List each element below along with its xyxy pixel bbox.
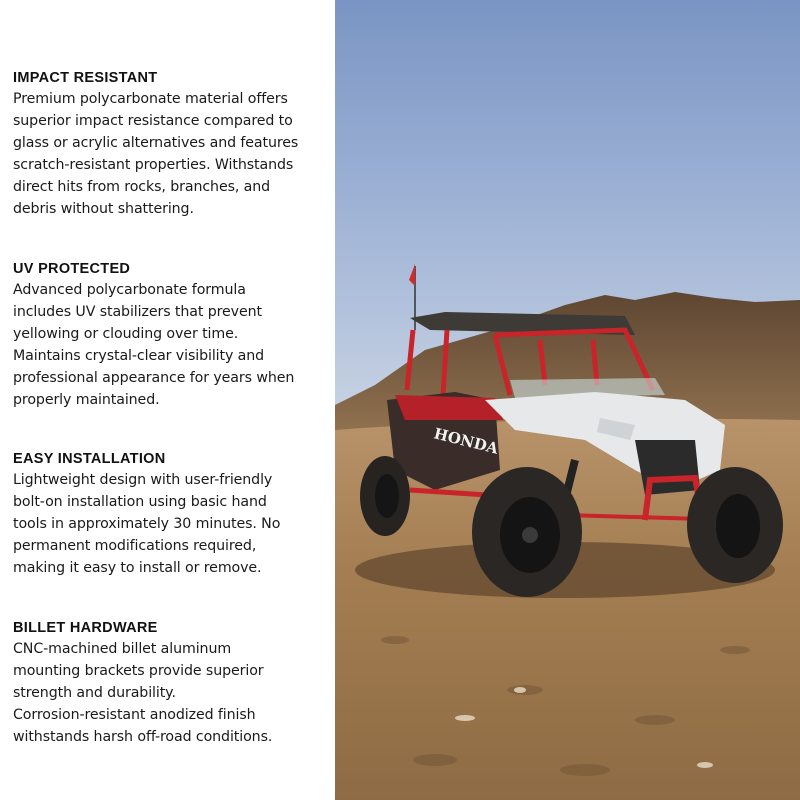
feature-easy-installation — [13, 449, 331, 579]
wheel-rear-left — [360, 456, 410, 536]
feature-description: Lightweight design with user-friendly bolt-on installation using basic hand tools in approximately 30 minutes. No permanent modifications required, making it easy to install or remove. — [13, 472, 281, 576]
feature-title: IMPACT RESISTANT — [13, 70, 158, 86]
feature-title: BILLET HARDWARE — [13, 620, 158, 636]
feature-description: Premium polycarbonate material offers superior impact resistance compared to glass or acrylic alternatives and features scratch-resistant properties. Withstands direct hits from rocks, branches, and debris without shattering. — [13, 91, 299, 217]
feature-billet-hardware — [13, 618, 331, 748]
product-photo-utv-desert — [335, 0, 800, 800]
feature-description: Advanced polycarbonate formula includes UV stabilizers that prevent yellowing or clouding over time. Maintains crystal-clear visibility and professional appearance for years when properly maintained. — [13, 282, 295, 408]
feature-list — [0, 0, 335, 800]
feature-title: EASY INSTALLATION — [13, 451, 166, 467]
honda-logo-text: HONDA — [432, 424, 501, 458]
feature-description: CNC-machined billet aluminum mounting brackets provide superior strength and durability. Corrosion-resistant anodized finish withstands harsh off-road conditions. — [13, 641, 273, 745]
feature-uv-protected — [13, 259, 331, 411]
utv-scene-illustration — [335, 0, 800, 800]
feature-impact-resistant — [13, 68, 331, 220]
wheel-front-left — [472, 467, 582, 597]
wheel-front-right — [687, 467, 783, 583]
feature-title: UV PROTECTED — [13, 261, 131, 277]
front-grille — [635, 440, 700, 495]
